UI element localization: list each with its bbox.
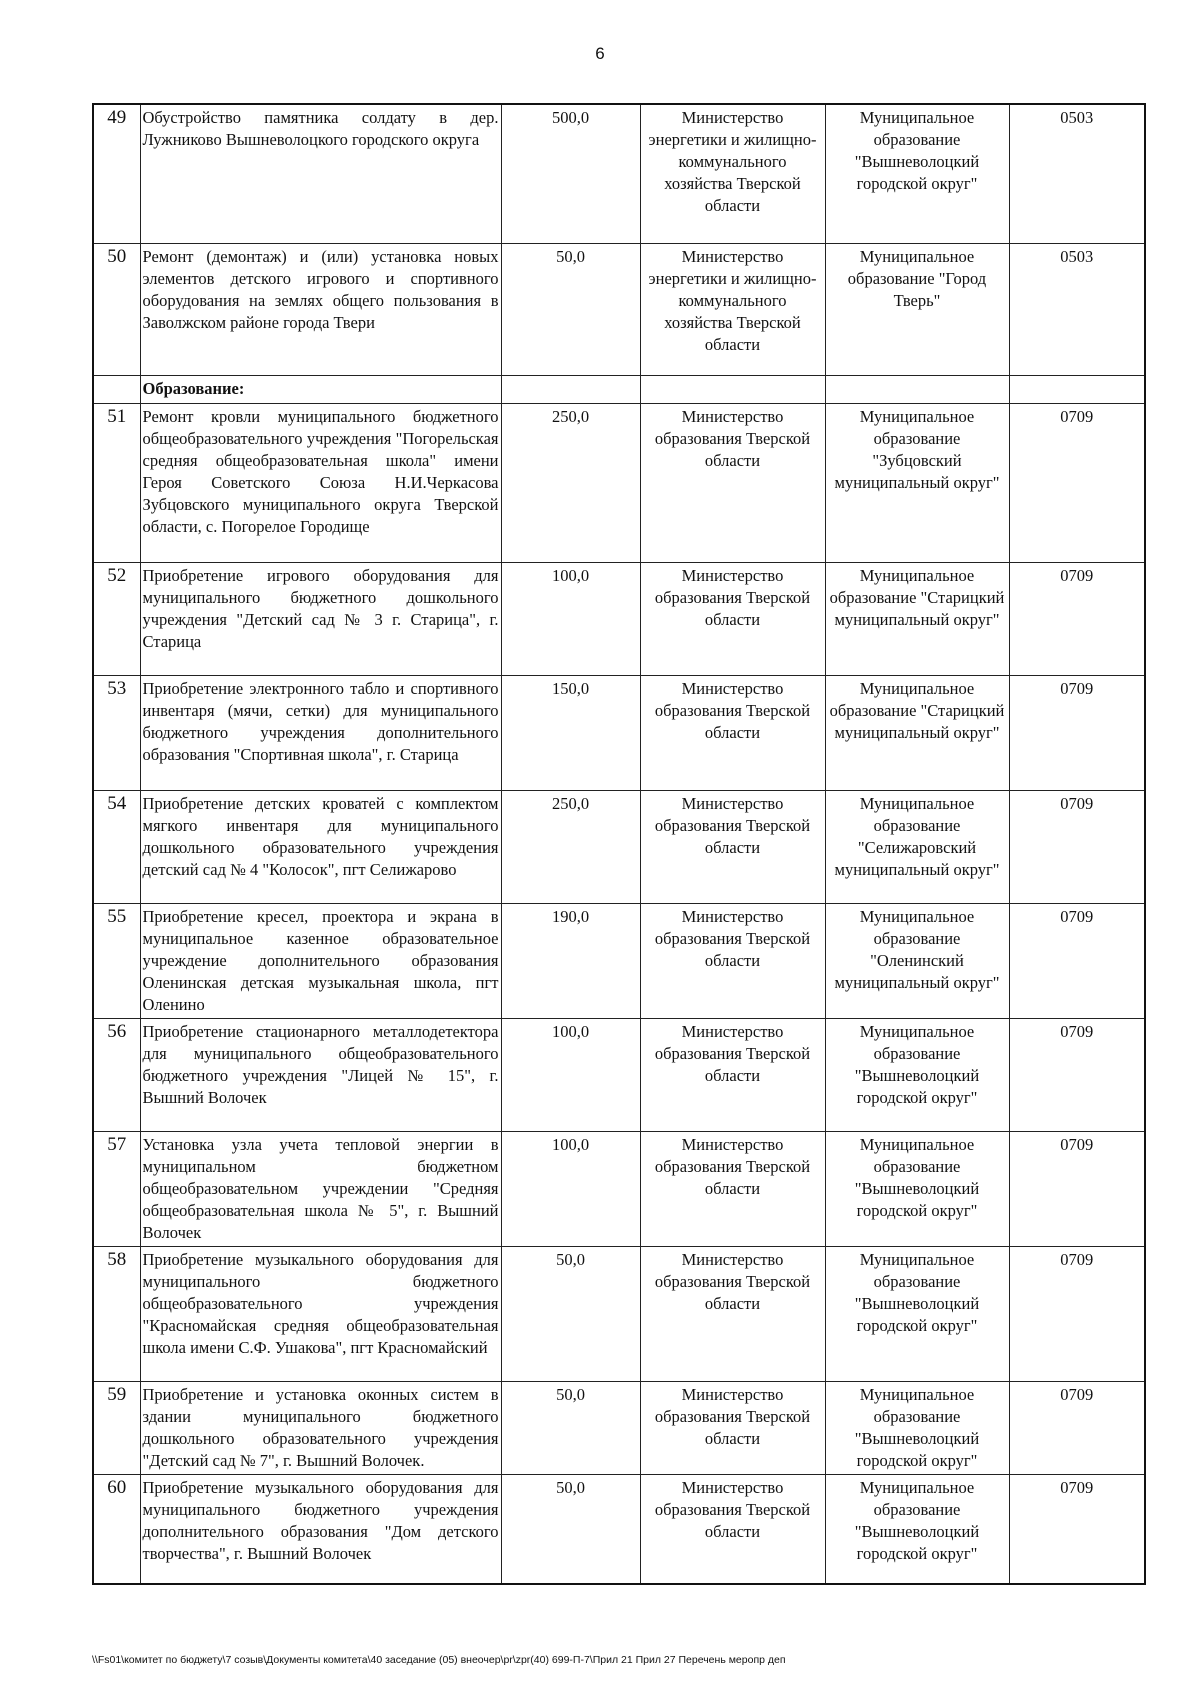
row-description: Приобретение игрового оборудования для муниципального бюджетного дошкольного учреждения "Детский сад № 3 г. Старица", г. Старица	[140, 562, 501, 675]
row-code: 0709	[1009, 403, 1145, 562]
table-row	[93, 403, 1145, 562]
row-ministry: Министерство образования Тверской области	[640, 675, 825, 790]
table-row	[93, 1131, 1145, 1246]
row-description: Ремонт (демонтаж) и (или) установка новых элементов детского игрового и спортивного оборудования на землях общего пользования в Заволжском районе города Твери	[140, 243, 501, 375]
row-ministry: Министерство образования Тверской области	[640, 1474, 825, 1584]
row-recipient: Муниципальное образование "Старицкий муниципальный округ"	[825, 675, 1009, 790]
section-empty-cell	[1009, 375, 1145, 403]
row-ministry: Министерство образования Тверской области	[640, 790, 825, 903]
table-row	[93, 903, 1145, 1018]
row-number: 55	[93, 903, 140, 1018]
row-number: 53	[93, 675, 140, 790]
row-code: 0503	[1009, 104, 1145, 243]
row-ministry: Министерство образования Тверской области	[640, 1131, 825, 1246]
row-code: 0709	[1009, 1131, 1145, 1246]
row-ministry: Министерство энергетики и жилищно-коммунального хозяйства Тверской области	[640, 243, 825, 375]
footer-file-path: \\Fs01\комитет по бюджету\7 созыв\Документы комитета\40 заседание (05) внеочер\pr\zpr(40) 699-П-7\Прил 21 Прил 27 Перечень меропр деп	[92, 1654, 786, 1666]
row-recipient: Муниципальное образование "Вышневолоцкий городской округ"	[825, 1474, 1009, 1584]
row-code: 0709	[1009, 903, 1145, 1018]
section-label: Образование:	[140, 375, 501, 403]
row-description: Обустройство памятника солдату в дер. Лужниково Вышневолоцкого городского округа	[140, 104, 501, 243]
row-number: 56	[93, 1018, 140, 1131]
row-description: Приобретение электронного табло и спортивного инвентаря (мячи, сетки) для муниципального бюджетного учреждения дополнительного образования "Спортивная школа", г. Старица	[140, 675, 501, 790]
row-recipient: Муниципальное образование "Зубцовский муниципальный округ"	[825, 403, 1009, 562]
row-amount: 500,0	[501, 104, 640, 243]
row-number: 51	[93, 403, 140, 562]
row-amount: 250,0	[501, 403, 640, 562]
row-amount: 150,0	[501, 675, 640, 790]
table-row	[93, 243, 1145, 375]
row-code: 0709	[1009, 1018, 1145, 1131]
section-num-cell	[93, 375, 140, 403]
row-ministry: Министерство образования Тверской области	[640, 1246, 825, 1381]
row-number: 60	[93, 1474, 140, 1584]
row-recipient: Муниципальное образование "Старицкий муниципальный округ"	[825, 562, 1009, 675]
table-body	[93, 104, 1145, 1584]
row-ministry: Министерство образования Тверской области	[640, 562, 825, 675]
table-row	[93, 1474, 1145, 1584]
table-row	[93, 104, 1145, 243]
row-amount: 190,0	[501, 903, 640, 1018]
row-amount: 50,0	[501, 243, 640, 375]
row-number: 54	[93, 790, 140, 903]
row-description: Приобретение стационарного металлодетектора для муниципального общеобразовательного бюджетного учреждения "Лицей № 15", г. Вышний Волочек	[140, 1018, 501, 1131]
table-row	[93, 790, 1145, 903]
section-row	[93, 375, 1145, 403]
row-amount: 50,0	[501, 1246, 640, 1381]
row-code: 0709	[1009, 675, 1145, 790]
row-amount: 50,0	[501, 1474, 640, 1584]
row-description: Установка узла учета тепловой энергии в муниципальном бюджетном общеобразовательном учреждении "Средняя общеобразовательная школа № 5", г. Вышний Волочек	[140, 1131, 501, 1246]
row-recipient: Муниципальное образование "Вышневолоцкий городской округ"	[825, 1246, 1009, 1381]
row-recipient: Муниципальное образование "Вышневолоцкий городской округ"	[825, 1131, 1009, 1246]
row-number: 50	[93, 243, 140, 375]
row-ministry: Министерство образования Тверской области	[640, 1381, 825, 1474]
row-code: 0709	[1009, 1381, 1145, 1474]
row-code: 0709	[1009, 1474, 1145, 1584]
section-empty-cell	[501, 375, 640, 403]
row-recipient: Муниципальное образование "Оленинский муниципальный округ"	[825, 903, 1009, 1018]
table-row	[93, 1246, 1145, 1381]
row-number: 58	[93, 1246, 140, 1381]
row-code: 0709	[1009, 562, 1145, 675]
row-ministry: Министерство образования Тверской области	[640, 903, 825, 1018]
measures-table	[92, 103, 1146, 1585]
row-amount: 50,0	[501, 1381, 640, 1474]
row-amount: 250,0	[501, 790, 640, 903]
row-number: 49	[93, 104, 140, 243]
table-row	[93, 675, 1145, 790]
row-recipient: Муниципальное образование "Вышневолоцкий городской округ"	[825, 104, 1009, 243]
row-description: Ремонт кровли муниципального бюджетного общеобразовательного учреждения "Погорельская средняя общеобразовательная школа" имени Героя Советского Союза Н.И.Черкасова Зубцовского муниципального округа Тверской области, с. Погорелое Городище	[140, 403, 501, 562]
row-number: 57	[93, 1131, 140, 1246]
row-code: 0709	[1009, 1246, 1145, 1381]
row-description: Приобретение детских кроватей с комплектом мягкого инвентаря для муниципального дошкольного образовательного учреждения детский сад № 4 "Колосок", пгт Селижарово	[140, 790, 501, 903]
section-empty-cell	[825, 375, 1009, 403]
table-row	[93, 1018, 1145, 1131]
row-description: Приобретение музыкального оборудования для муниципального бюджетного общеобразовательного учреждения "Красномайская средняя общеобразовательная школа имени С.Ф. Ушакова", пгт Красномайский	[140, 1246, 501, 1381]
row-recipient: Муниципальное образование "Вышневолоцкий городской округ"	[825, 1018, 1009, 1131]
row-recipient: Муниципальное образование "Селижаровский муниципальный округ"	[825, 790, 1009, 903]
row-description: Приобретение и установка оконных систем в здании муниципального бюджетного дошкольного образовательного учреждения "Детский сад № 7", г. Вышний Волочек.	[140, 1381, 501, 1474]
section-empty-cell	[640, 375, 825, 403]
row-recipient: Муниципальное образование "Вышневолоцкий городской округ"	[825, 1381, 1009, 1474]
row-ministry: Министерство образования Тверской области	[640, 1018, 825, 1131]
row-ministry: Министерство образования Тверской области	[640, 403, 825, 562]
row-amount: 100,0	[501, 562, 640, 675]
page-number: 6	[595, 44, 605, 63]
row-description: Приобретение музыкального оборудования для муниципального бюджетного учреждения дополнительного образования "Дом детского творчества", г. Вышний Волочек	[140, 1474, 501, 1584]
row-code: 0503	[1009, 243, 1145, 375]
table-row	[93, 1381, 1145, 1474]
table-row	[93, 562, 1145, 675]
row-ministry: Министерство энергетики и жилищно-коммунального хозяйства Тверской области	[640, 104, 825, 243]
row-number: 52	[93, 562, 140, 675]
row-number: 59	[93, 1381, 140, 1474]
row-amount: 100,0	[501, 1018, 640, 1131]
row-recipient: Муниципальное образование "Город Тверь"	[825, 243, 1009, 375]
row-amount: 100,0	[501, 1131, 640, 1246]
row-description: Приобретение кресел, проектора и экрана в муниципальное казенное образовательное учреждение дополнительного образования Оленинская детская музыкальная школа, пгт Оленино	[140, 903, 501, 1018]
row-code: 0709	[1009, 790, 1145, 903]
